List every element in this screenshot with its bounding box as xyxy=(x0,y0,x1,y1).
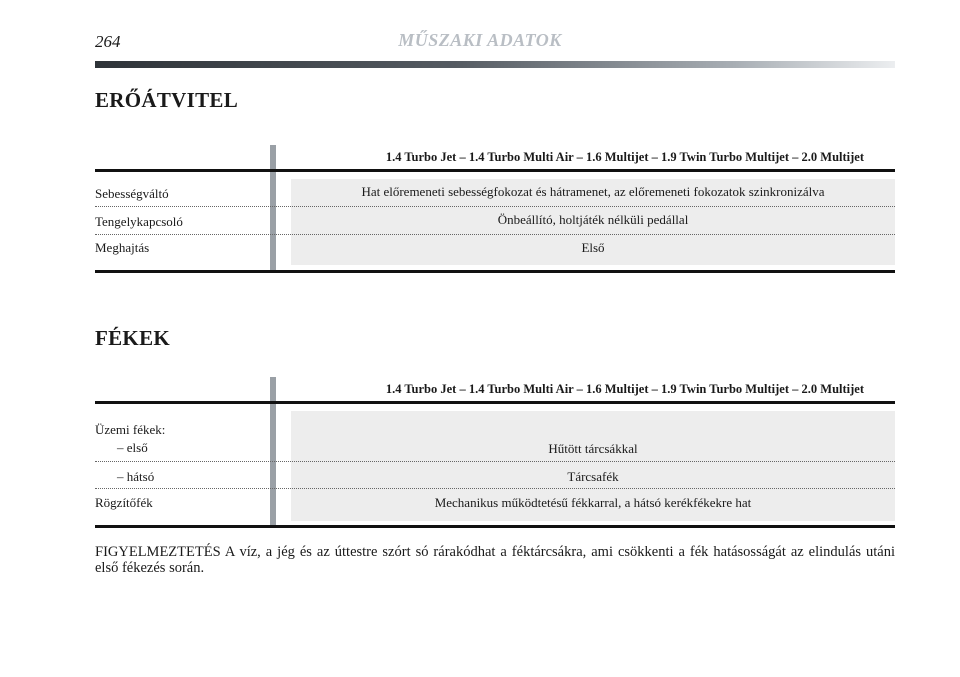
brakes-column-header: 1.4 Turbo Jet – 1.4 Turbo Multi Air – 1.6 Multijet – 1.9 Twin Turbo Multijet – 2.0 Multijet xyxy=(385,382,864,396)
row-value-front: Hűtött tárcsákkal xyxy=(548,441,638,456)
table-top-rule xyxy=(95,169,895,172)
row-label-rear: – hátsó xyxy=(117,469,155,484)
row-label-front: – első xyxy=(117,440,148,455)
brakes-table xyxy=(95,377,895,532)
row-value-parking-brake: Mechanikus működtetésű fékkarral, a hátsó kerékfékekre hat xyxy=(434,495,752,510)
table-top-rule xyxy=(95,401,895,404)
row-divider xyxy=(95,234,895,235)
row-label-gearbox: Sebességváltó xyxy=(95,186,169,201)
running-title: MŰSZAKI ADATOK xyxy=(398,30,562,50)
transmission-table xyxy=(95,145,895,275)
group-label-service-brakes: Üzemi fékek: xyxy=(95,422,166,437)
row-value-rear: Tárcsafék xyxy=(567,469,619,484)
table-bottom-rule xyxy=(95,270,895,273)
row-value-clutch: Önbeállító, holtjáték nélküli pedállal xyxy=(497,212,689,227)
row-value-gearbox: Hat előremeneti sebességfokozat és hátramenet, az előremeneti fokozatok szinkronizálva xyxy=(361,184,825,199)
row-divider xyxy=(95,206,895,207)
row-label-drive: Meghajtás xyxy=(95,240,150,255)
brakes-title: FÉKEK xyxy=(95,326,171,350)
row-label-parking-brake: Rögzítőfék xyxy=(95,495,153,510)
row-value-drive: Első xyxy=(581,240,605,255)
transmission-title: ERŐÁTVITEL xyxy=(95,88,239,112)
table-bottom-rule xyxy=(95,525,895,528)
warning-text: FIGYELMEZTETÉS A víz, a jég és az úttestre szórt só rárakódhat a féktárcsákra, ami csökkenti a fék hatásosságát az elindulás utáni első fékezés során. xyxy=(95,544,895,576)
row-divider xyxy=(95,488,895,489)
table-vertical-bar xyxy=(270,377,276,528)
row-label-clutch: Tengelykapcsoló xyxy=(95,214,183,229)
header-rule xyxy=(95,61,895,68)
page-number: 264 xyxy=(95,32,121,51)
row-divider xyxy=(95,461,895,462)
transmission-column-header: 1.4 Turbo Jet – 1.4 Turbo Multi Air – 1.6 Multijet – 1.9 Twin Turbo Multijet – 2.0 Multijet xyxy=(385,150,864,164)
